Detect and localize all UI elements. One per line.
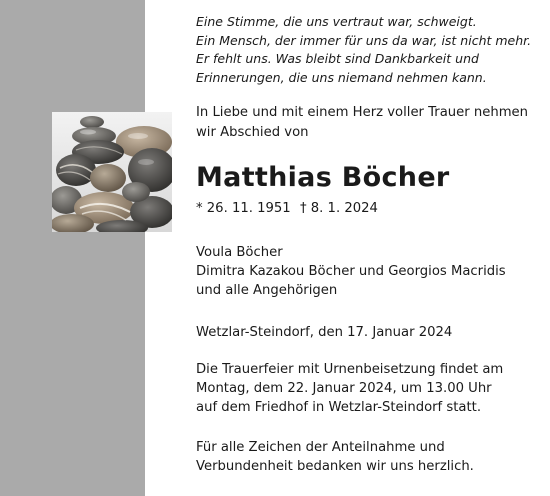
deceased-name: Matthias Böcher (196, 162, 450, 193)
thanks-note: Für alle Zeichen der Anteilnahme und Verbundenheit bedanken wir uns herzlich. (196, 440, 474, 474)
mourners-list: Voula Böcher Dimitra Kazakou Böcher und Georgios Macridis und alle Angehörigen (196, 245, 506, 298)
funeral-details: Die Trauerfeier mit Urnenbeisetzung findet am Montag, dem 22. Januar 2024, um 13.00 Uhr auf dem Friedhof in Wetzlar-Steindorf statt. (196, 362, 504, 415)
life-dates (196, 199, 378, 218)
memorial-poem: Eine Stimme, die uns vertraut war, schweigt. Ein Mensch, der immer für uns da war, ist nicht mehr. Er fehlt uns. Was bleibt sind Dankbarkeit und Erinnerungen, die uns niemand nehmen kann. (196, 14, 532, 85)
side-band (0, 0, 145, 496)
death-date: † 8. 1. 2024 (300, 201, 378, 216)
place-and-date: Wetzlar-Steindorf, den 17. Januar 2024 (196, 325, 453, 340)
farewell-intro: In Liebe und mit einem Herz voller Trauer nehmen wir Abschied von (196, 105, 529, 140)
pebbles-photo (52, 112, 172, 232)
birth-date: * 26. 11. 1951 (196, 201, 291, 216)
pebbles-illustration (52, 112, 172, 232)
